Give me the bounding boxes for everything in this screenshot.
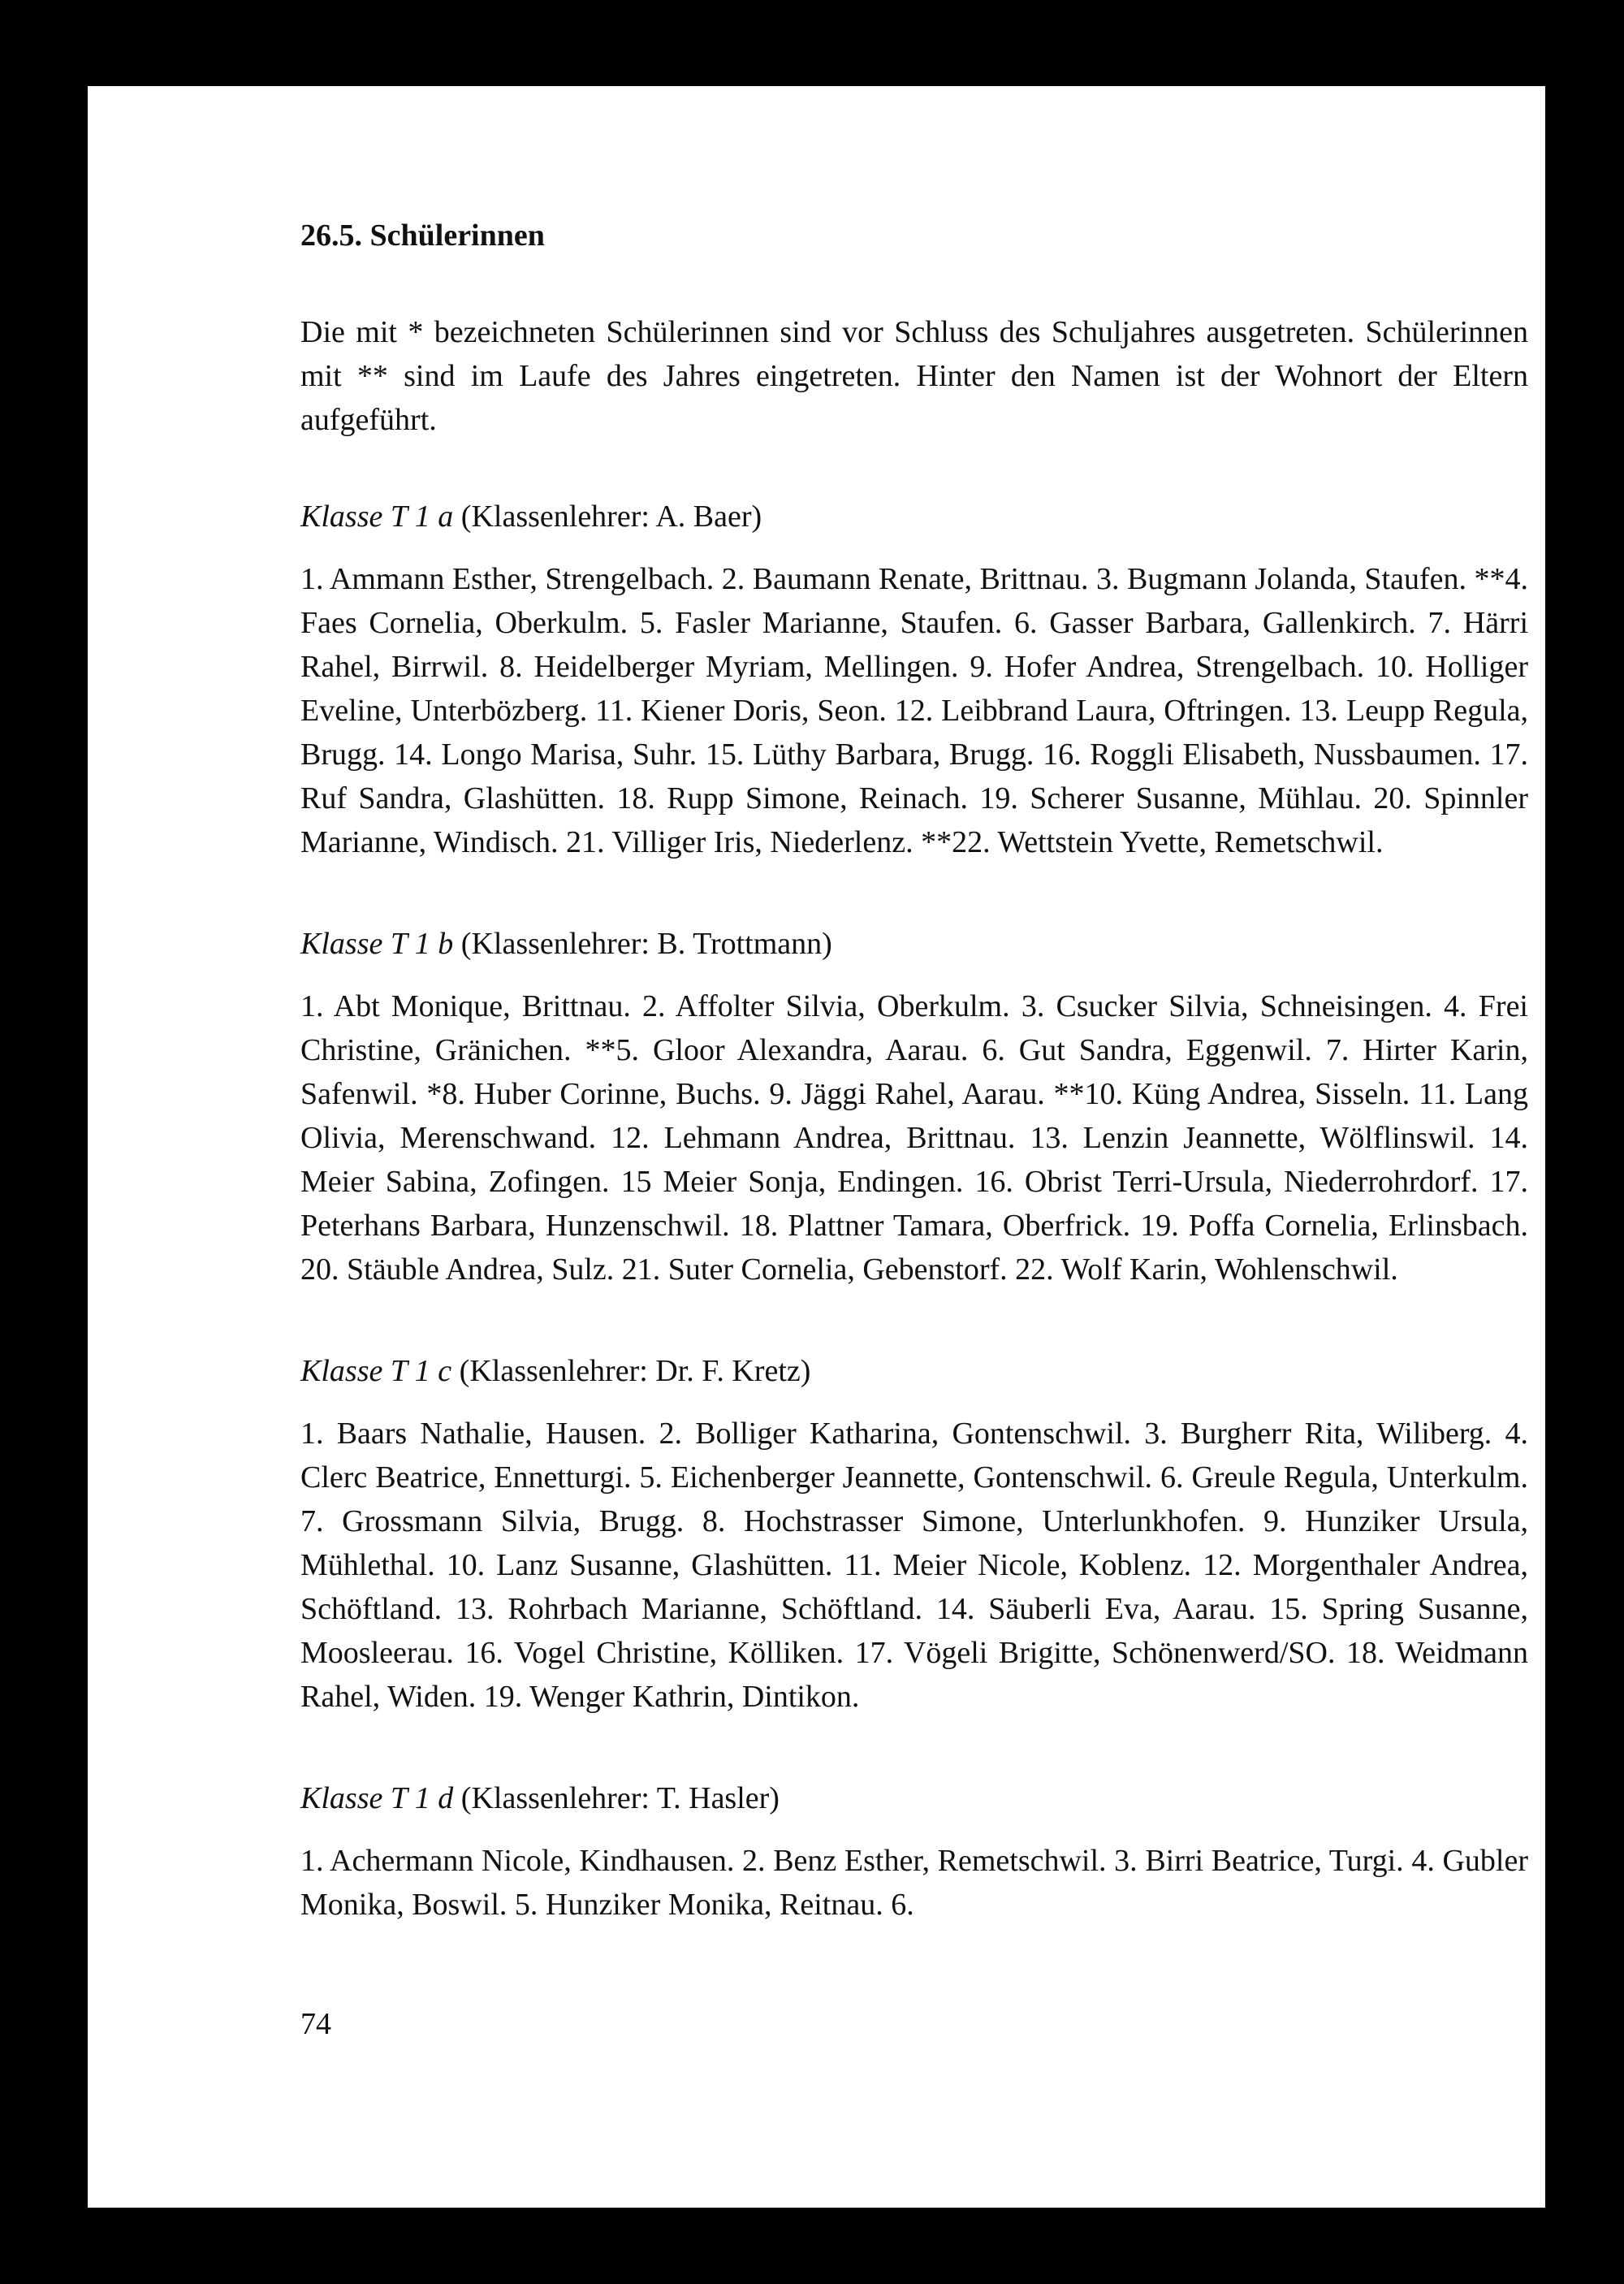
section-title: 26.5. Schülerinnen — [300, 218, 545, 253]
class-block-t1b — [300, 924, 1528, 1291]
class-block-t1a — [300, 497, 1528, 864]
student-list: 1. Baars Nathalie, Hausen. 2. Bolliger Katharina, Gontenschwil. 3. Burgherr Rita, Wiliberg. 4. Clerc Beatrice, Ennetturgi. 5. Eichenberger Jeannette, Gontenschwil. 6. Greule Regula, Unterkulm. 7. Grossmann Silvia, Brugg. 8. Hochstrasser Simone, Unterlunkhofen. 9. Hunziker Ursula, Mühlethal. 10. Lanz Susanne, Glashütten. 11. Meier Nicole, Koblenz. 12. Morgenthaler Andrea, Schöftland. 13. Rohrbach Marianne, Schöftland. 14. Säuberli Eva, Aarau. 15. Spring Susanne, Moosleerau. 16. Vogel Christine, Kölliken. 17. Vögeli Brigitte, Schönenwerd/SO. 18. Weidmann Rahel, Widen. 19. Wenger Kathrin, Dintikon. — [300, 1417, 1528, 1714]
class-teacher: (Klassenlehrer: B. Trottmann) — [460, 927, 832, 961]
class-teacher: (Klassenlehrer: T. Hasler) — [460, 1781, 780, 1815]
class-label: Klasse T 1 d — [300, 1781, 454, 1815]
class-heading — [300, 924, 1528, 963]
student-list: 1. Achermann Nicole, Kindhausen. 2. Benz Esther, Remetschwil. 3. Birri Beatrice, Turgi. 4. Gubler Monika, Boswil. 5. Hunziker Monika, Reitnau. 6. — [300, 1844, 1528, 1922]
student-list: 1. Abt Monique, Brittnau. 2. Affolter Silvia, Oberkulm. 3. Csucker Silvia, Schneisingen. 4. Frei Christine, Gränichen. **5. Gloor Alexandra, Aarau. 6. Gut Sandra, Eggenwil. 7. Hirter Karin, Safenwil. *8. Huber Corinne, Buchs. 9. Jäggi Rahel, Aarau. **10. Küng Andrea, Sisseln. 11. Lang Olivia, Merenschwand. 12. Lehmann Andrea, Brittnau. 13. Lenzin Jeannette, Wölflinswil. 14. Meier Sabina, Zofingen. 15 Meier Sonja, Endingen. 16. Obrist Terri-Ursula, Niederrohrdorf. 17. Peterhans Barbara, Hunzenschwil. 18. Plattner Tamara, Oberfrick. 19. Poffa Cornelia, Erlinsbach. 20. Stäuble Andrea, Sulz. 21. Suter Cornelia, Gebenstorf. 22. Wolf Karin, Wohlenschwil. — [300, 989, 1528, 1287]
class-label: Klasse T 1 c — [300, 1354, 452, 1388]
class-teacher: (Klassenlehrer: Dr. F. Kretz) — [459, 1354, 811, 1388]
class-heading — [300, 497, 1528, 536]
page-number: 74 — [300, 2007, 331, 2041]
class-block-t1c — [300, 1352, 1528, 1719]
class-block-t1d — [300, 1779, 1528, 1927]
class-teacher: (Klassenlehrer: A. Baer) — [460, 500, 762, 534]
class-label: Klasse T 1 b — [300, 927, 454, 961]
class-heading — [300, 1779, 1528, 1818]
class-label: Klasse T 1 a — [300, 500, 454, 534]
intro-paragraph: Die mit * bezeichneten Schülerinnen sind vor Schluss des Schuljahres ausgetreten. Schülerinnen mit ** sind im Laufe des Jahres eingetreten. Hinter den Namen ist der Wohnort der Eltern aufgeführt. — [300, 315, 1528, 437]
page-content — [300, 216, 1528, 1987]
book-page — [88, 86, 1545, 2208]
class-heading — [300, 1352, 1528, 1391]
student-list: 1. Ammann Esther, Strengelbach. 2. Baumann Renate, Brittnau. 3. Bugmann Jolanda, Staufen. **4. Faes Cornelia, Oberkulm. 5. Fasler Marianne, Staufen. 6. Gasser Barbara, Gallenkirch. 7. Härri Rahel, Birrwil. 8. Heidelberger Myriam, Mellingen. 9. Hofer Andrea, Strengelbach. 10. Holliger Eveline, Unterbözberg. 11. Kiener Doris, Seon. 12. Leibbrand Laura, Oftringen. 13. Leupp Regula, Brugg. 14. Longo Marisa, Suhr. 15. Lüthy Barbara, Brugg. 16. Roggli Elisabeth, Nussbaumen. 17. Ruf Sandra, Glashütten. 18. Rupp Simone, Reinach. 19. Scherer Susanne, Mühlau. 20. Spinnler Marianne, Windisch. 21. Villiger Iris, Niederlenz. **22. Wettstein Yvette, Remetschwil. — [300, 562, 1528, 859]
